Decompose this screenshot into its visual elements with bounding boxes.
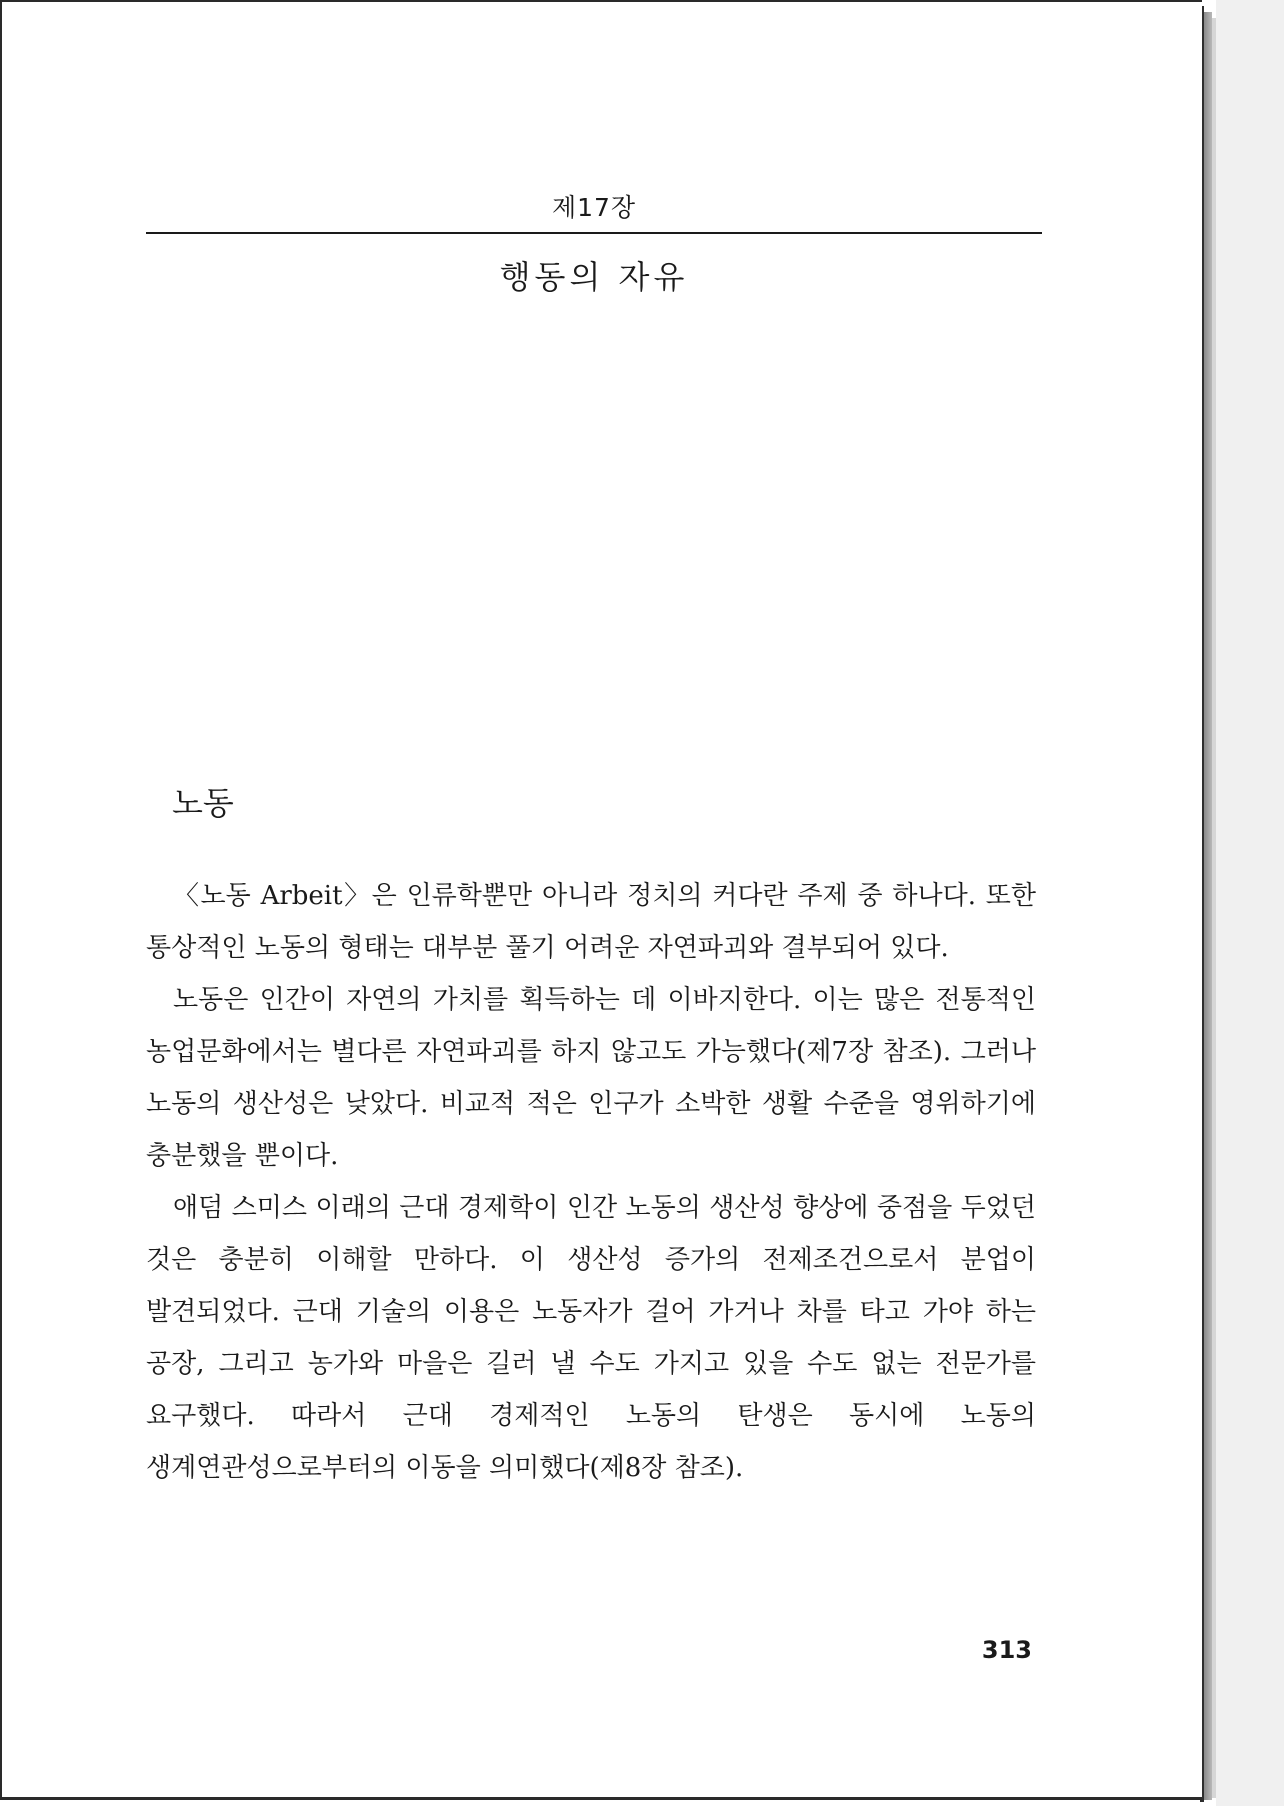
chapter-divider: [146, 232, 1042, 234]
page-stack-edge: [1204, 12, 1212, 1800]
chapter-label: 제17장: [551, 193, 637, 222]
background-gutter: [1216, 0, 1284, 1806]
paragraph: 애덤 스미스 이래의 근대 경제학이 인간 노동의 생산성 향상에 중점을 두었던 것은 충분히 이해할 만하다. 이 생산성 증가의 전제조건으로서 분업이 발견되었다. 근대 기술의 이용은 노동자가 걸어 가거나 차를 타고 가야 하는 공장, 그리고 농가와 마을은 길러 낼 수도 가지고 있을 수도 없는 전문가를 요구했다. 따라서 근대 경제적인 노동의 탄생은 동시에 노동의 생계연관성으로부터의 이동을 의미했다(제8장 참조).: [146, 1193, 1036, 1483]
section-heading: 노동: [172, 784, 234, 822]
paragraph: 노동은 인간이 자연의 가치를 획득하는 데 이바지한다. 이는 많은 전통적인 농업문화에서는 별다른 자연파괴를 하지 않고도 가능했다(제7장 참조). 그러나 노동의 생산성은 낮았다. 비교적 적은 인구가 소박한 생활 수준을 영위하기에 충분했을 뿐이다.: [146, 985, 1036, 1171]
page-stack-edge: [1212, 18, 1216, 1798]
body-text: [146, 870, 1036, 1494]
chapter-title: 행동의 자유: [499, 258, 689, 296]
paragraph: 〈노동 Arbeit〉은 인류학뿐만 아니라 정치의 커다란 주제 중 하나다. 또한 통상적인 노동의 형태는 대부분 풀기 어려운 자연파괴와 결부되어 있다.: [146, 881, 1036, 963]
page-number: 313: [981, 1636, 1032, 1664]
